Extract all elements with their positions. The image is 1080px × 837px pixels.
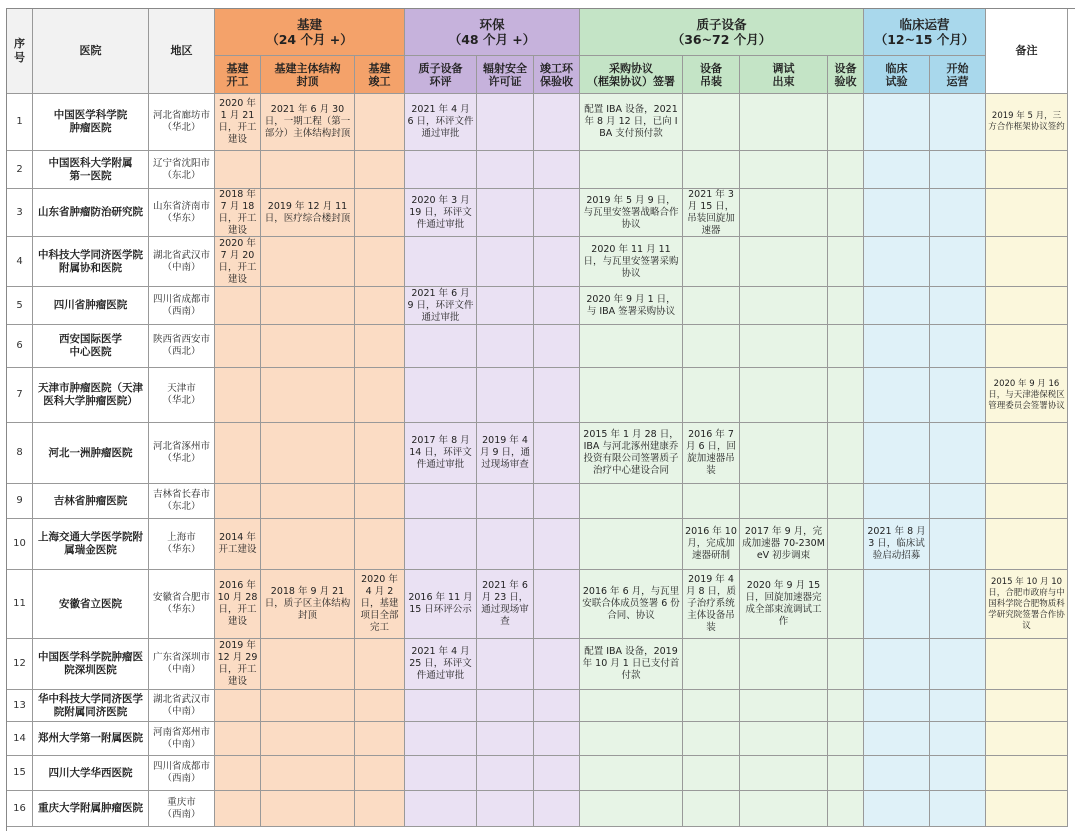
remark xyxy=(986,484,1068,519)
region: 四川省成都市 （西南） xyxy=(149,287,215,325)
cell-equipment-acceptance xyxy=(828,756,864,791)
region: 湖北省武汉市 （中南） xyxy=(149,237,215,287)
cell-start-operation xyxy=(930,484,986,519)
remark xyxy=(986,423,1068,484)
cell-env-acceptance xyxy=(534,756,580,791)
subheader-equipment-hoisting: 设备 吊装 xyxy=(683,56,740,94)
group-duration: （12~15 个月） xyxy=(874,32,975,47)
cell-env-acceptance xyxy=(534,237,580,287)
cell-beam-commissioning xyxy=(740,287,828,325)
cell-procurement: 2016 年 6 月，与瓦里安联合体成员签署 6 份合同、协议 xyxy=(580,570,683,639)
row-number: 6 xyxy=(7,325,33,368)
cell-clinical-trial xyxy=(864,484,930,519)
cell-construction-complete xyxy=(355,519,405,570)
cell-radiation-license xyxy=(477,237,534,287)
remark: 2019 年 5 月，三方合作框架协议签约 xyxy=(986,94,1068,151)
cell-structure-topping: 2021 年 6 月 30 日，一期工程（第一部分）主体结构封顶 xyxy=(261,94,355,151)
cell-equipment-hoisting xyxy=(683,722,740,756)
subheader-construction-start: 基建 开工 xyxy=(215,56,261,94)
cell-eia: 2021 年 6 月 9 日，环评文件通过审批 xyxy=(405,287,477,325)
header-no: 序号 xyxy=(7,9,33,94)
region: 广东省深圳市 （中南） xyxy=(149,639,215,690)
cell-env-acceptance xyxy=(534,570,580,639)
cell-procurement: 配置 IBA 设备，2021 年 8 月 12 日，已向 IBA 支付预付款 xyxy=(580,94,683,151)
cell-construction-start: 2019 年 12 月 29 日，开工建设 xyxy=(215,639,261,690)
region: 安徽省合肥市 （华东） xyxy=(149,570,215,639)
group-title: 环保 xyxy=(479,17,505,32)
cell-procurement xyxy=(580,519,683,570)
cell-beam-commissioning xyxy=(740,423,828,484)
cell-equipment-acceptance xyxy=(828,484,864,519)
group-duration: （48 个月 +） xyxy=(448,32,536,47)
cell-clinical-trial xyxy=(864,151,930,189)
row-number: 13 xyxy=(7,690,33,722)
cell-eia xyxy=(405,151,477,189)
cell-beam-commissioning xyxy=(740,94,828,151)
hospital-name: 中国医科大学附属 第一医院 xyxy=(33,151,149,189)
cell-construction-complete xyxy=(355,722,405,756)
cell-procurement xyxy=(580,722,683,756)
cell-construction-complete xyxy=(355,325,405,368)
row-number: 12 xyxy=(7,639,33,690)
hospital-name: 重庆大学附属肿瘤医院 xyxy=(33,791,149,827)
row-number: 8 xyxy=(7,423,33,484)
region: 辽宁省沈阳市 （东北） xyxy=(149,151,215,189)
region: 上海市 （华东） xyxy=(149,519,215,570)
cell-construction-complete xyxy=(355,94,405,151)
cell-equipment-acceptance xyxy=(828,690,864,722)
cell-eia xyxy=(405,791,477,827)
cell-eia xyxy=(405,722,477,756)
cell-construction-start: 2020 年 7 月 20 日，开工建设 xyxy=(215,237,261,287)
cell-env-acceptance xyxy=(534,368,580,423)
region: 陕西省西安市 （西北） xyxy=(149,325,215,368)
cell-construction-start xyxy=(215,484,261,519)
cell-structure-topping xyxy=(261,287,355,325)
cell-radiation-license xyxy=(477,151,534,189)
cell-equipment-acceptance xyxy=(828,287,864,325)
cell-construction-start xyxy=(215,151,261,189)
cell-start-operation xyxy=(930,519,986,570)
hospital-name: 天津市肿瘤医院（天津 医科大学肿瘤医院） xyxy=(33,368,149,423)
header-region: 地区 xyxy=(149,9,215,94)
cell-beam-commissioning xyxy=(740,189,828,237)
cell-construction-start xyxy=(215,423,261,484)
cell-equipment-acceptance xyxy=(828,151,864,189)
cell-construction-complete xyxy=(355,237,405,287)
cell-structure-topping xyxy=(261,639,355,690)
cell-beam-commissioning xyxy=(740,237,828,287)
cell-radiation-license xyxy=(477,287,534,325)
hospital-name: 华中科技大学同济医学 院附属同济医院 xyxy=(33,690,149,722)
cell-eia xyxy=(405,519,477,570)
row-number: 1 xyxy=(7,94,33,151)
subheader-beam-commissioning: 调试 出束 xyxy=(740,56,828,94)
header-group-proton-equipment xyxy=(580,9,864,56)
cell-clinical-trial xyxy=(864,791,930,827)
subheader-equipment-acceptance: 设备 验收 xyxy=(828,56,864,94)
cell-construction-start xyxy=(215,722,261,756)
cell-equipment-acceptance xyxy=(828,325,864,368)
cell-construction-complete xyxy=(355,756,405,791)
cell-structure-topping xyxy=(261,325,355,368)
cell-eia xyxy=(405,368,477,423)
cell-equipment-hoisting xyxy=(683,237,740,287)
row-number: 2 xyxy=(7,151,33,189)
cell-procurement: 2019 年 5 月 9 日，与瓦里安签署战略合作协议 xyxy=(580,189,683,237)
cell-equipment-acceptance xyxy=(828,519,864,570)
cell-procurement: 2020 年 11 月 11 日，与瓦里安签署采购协议 xyxy=(580,237,683,287)
cell-clinical-trial xyxy=(864,756,930,791)
cell-procurement xyxy=(580,368,683,423)
hospital-name: 中科技大学同济医学院 附属协和医院 xyxy=(33,237,149,287)
row-number: 7 xyxy=(7,368,33,423)
hospital-name: 山东省肿瘤防治研究院 xyxy=(33,189,149,237)
cell-equipment-hoisting: 2021 年 3 月 15 日，吊装回旋加速器 xyxy=(683,189,740,237)
group-title: 基建 xyxy=(296,17,322,32)
cell-construction-complete xyxy=(355,791,405,827)
cell-radiation-license xyxy=(477,519,534,570)
cell-equipment-hoisting xyxy=(683,791,740,827)
cell-clinical-trial xyxy=(864,570,930,639)
cell-equipment-hoisting xyxy=(683,151,740,189)
cell-radiation-license: 2019 年 4 月 9 日，通过现场审查 xyxy=(477,423,534,484)
cell-eia: 2016 年 11 月 15 日环评公示 xyxy=(405,570,477,639)
cell-clinical-trial xyxy=(864,94,930,151)
hospital-name: 吉林省肿瘤医院 xyxy=(33,484,149,519)
subheader-clinical-trial: 临床 试验 xyxy=(864,56,930,94)
remark xyxy=(986,690,1068,722)
cell-equipment-hoisting: 2016 年 7 月 6 日，回旋加速器吊装 xyxy=(683,423,740,484)
cell-radiation-license xyxy=(477,791,534,827)
cell-equipment-acceptance xyxy=(828,368,864,423)
cell-equipment-hoisting xyxy=(683,690,740,722)
cell-start-operation xyxy=(930,287,986,325)
remark xyxy=(986,287,1068,325)
cell-eia xyxy=(405,690,477,722)
cell-equipment-hoisting xyxy=(683,484,740,519)
cell-construction-start xyxy=(215,690,261,722)
cell-beam-commissioning xyxy=(740,484,828,519)
region: 河北省涿州市 （华北） xyxy=(149,423,215,484)
cell-construction-complete xyxy=(355,690,405,722)
cell-procurement: 2020 年 9 月 1 日，与 IBA 签署采购协议 xyxy=(580,287,683,325)
cell-radiation-license xyxy=(477,189,534,237)
cell-eia: 2021 年 4 月 25 日，环评文件通过审批 xyxy=(405,639,477,690)
cell-equipment-hoisting xyxy=(683,368,740,423)
cell-env-acceptance xyxy=(534,151,580,189)
cell-eia xyxy=(405,325,477,368)
cell-beam-commissioning xyxy=(740,722,828,756)
remark xyxy=(986,639,1068,690)
cell-start-operation xyxy=(930,791,986,827)
cell-start-operation xyxy=(930,325,986,368)
cell-start-operation xyxy=(930,690,986,722)
remark xyxy=(986,722,1068,756)
cell-structure-topping xyxy=(261,690,355,722)
cell-eia: 2017 年 8 月 14 日，环评文件通过审批 xyxy=(405,423,477,484)
header-remarks: 备注 xyxy=(986,9,1068,94)
cell-construction-complete xyxy=(355,639,405,690)
cell-beam-commissioning xyxy=(740,151,828,189)
cell-structure-topping xyxy=(261,237,355,287)
remark: 2020 年 9 月 16 日，与天津港保税区管理委员会签署协议 xyxy=(986,368,1068,423)
region: 河南省郑州市 （中南） xyxy=(149,722,215,756)
cell-env-acceptance xyxy=(534,325,580,368)
cell-construction-start xyxy=(215,325,261,368)
cell-start-operation xyxy=(930,189,986,237)
cell-construction-start xyxy=(215,791,261,827)
subheader-construction-complete: 基建 竣工 xyxy=(355,56,405,94)
subheader-env-acceptance: 竣工环 保验收 xyxy=(534,56,580,94)
cell-procurement xyxy=(580,756,683,791)
header-group-clinical xyxy=(864,9,986,56)
cell-radiation-license xyxy=(477,639,534,690)
cell-beam-commissioning xyxy=(740,639,828,690)
cell-equipment-hoisting xyxy=(683,756,740,791)
cell-start-operation xyxy=(930,639,986,690)
cell-env-acceptance xyxy=(534,639,580,690)
group-title: 质子设备 xyxy=(696,17,747,32)
cell-eia xyxy=(405,237,477,287)
region: 湖北省武汉市 （中南） xyxy=(149,690,215,722)
cell-clinical-trial xyxy=(864,639,930,690)
hospital-name: 安徽省立医院 xyxy=(33,570,149,639)
group-title: 临床运营 xyxy=(899,17,950,32)
cell-equipment-hoisting: 2016 年 10 月，完成加速器研制 xyxy=(683,519,740,570)
cell-construction-start: 2020 年 1 月 21 日，开工建设 xyxy=(215,94,261,151)
cell-structure-topping: 2018 年 9 月 21 日，质子区主体结构封顶 xyxy=(261,570,355,639)
cell-radiation-license xyxy=(477,94,534,151)
remark xyxy=(986,791,1068,827)
subheader-structure-topping: 基建主体结构 封顶 xyxy=(261,56,355,94)
cell-clinical-trial xyxy=(864,287,930,325)
cell-structure-topping xyxy=(261,423,355,484)
row-number: 4 xyxy=(7,237,33,287)
header-hospital: 医院 xyxy=(33,9,149,94)
hospital-name: 四川省肿瘤医院 xyxy=(33,287,149,325)
remark xyxy=(986,756,1068,791)
cell-env-acceptance xyxy=(534,189,580,237)
cell-structure-topping: 2019 年 12 月 11 日，医疗综合楼封顶 xyxy=(261,189,355,237)
cell-equipment-acceptance xyxy=(828,791,864,827)
cell-equipment-acceptance xyxy=(828,94,864,151)
cell-start-operation xyxy=(930,756,986,791)
cell-construction-complete xyxy=(355,423,405,484)
hospital-name: 河北一洲肿瘤医院 xyxy=(33,423,149,484)
group-duration: （24 个月 +） xyxy=(266,32,353,47)
region: 天津市 （华北） xyxy=(149,368,215,423)
cell-env-acceptance xyxy=(534,484,580,519)
cell-procurement: 配置 IBA 设备，2019 年 10 月 1 日已支付首付款 xyxy=(580,639,683,690)
cell-clinical-trial xyxy=(864,325,930,368)
row-number: 11 xyxy=(7,570,33,639)
cell-construction-complete xyxy=(355,189,405,237)
cell-construction-complete xyxy=(355,368,405,423)
hospital-name: 中国医学科学院 肿瘤医院 xyxy=(33,94,149,151)
cell-procurement xyxy=(580,791,683,827)
cell-construction-start: 2018 年 7 月 18 日，开工建设 xyxy=(215,189,261,237)
cell-clinical-trial xyxy=(864,368,930,423)
cell-radiation-license xyxy=(477,484,534,519)
row-number: 3 xyxy=(7,189,33,237)
remark xyxy=(986,151,1068,189)
cell-radiation-license xyxy=(477,722,534,756)
cell-construction-start: 2016 年 10 月 28 日，开工建设 xyxy=(215,570,261,639)
cell-beam-commissioning xyxy=(740,690,828,722)
cell-construction-complete xyxy=(355,151,405,189)
cell-radiation-license xyxy=(477,325,534,368)
region: 吉林省长春市 （东北） xyxy=(149,484,215,519)
cell-start-operation xyxy=(930,151,986,189)
remark xyxy=(986,237,1068,287)
cell-start-operation xyxy=(930,368,986,423)
cell-radiation-license: 2021 年 6 月 23 日，通过现场审查 xyxy=(477,570,534,639)
cell-construction-complete xyxy=(355,287,405,325)
cell-start-operation xyxy=(930,237,986,287)
subheader-eia: 质子设备 环评 xyxy=(405,56,477,94)
hospital-name: 上海交通大学医学院附 属瑞金医院 xyxy=(33,519,149,570)
cell-equipment-acceptance xyxy=(828,423,864,484)
cell-clinical-trial xyxy=(864,690,930,722)
cell-construction-start: 2014 年 开工建设 xyxy=(215,519,261,570)
cell-procurement xyxy=(580,484,683,519)
cell-construction-start xyxy=(215,368,261,423)
group-duration: （36~72 个月） xyxy=(671,32,772,47)
cell-env-acceptance xyxy=(534,519,580,570)
cell-equipment-acceptance xyxy=(828,189,864,237)
cell-structure-topping xyxy=(261,722,355,756)
cell-env-acceptance xyxy=(534,287,580,325)
cell-equipment-acceptance xyxy=(828,237,864,287)
cell-structure-topping xyxy=(261,484,355,519)
cell-start-operation xyxy=(930,570,986,639)
cell-radiation-license xyxy=(477,368,534,423)
cell-structure-topping xyxy=(261,519,355,570)
cell-start-operation xyxy=(930,722,986,756)
cell-structure-topping xyxy=(261,756,355,791)
cell-clinical-trial xyxy=(864,189,930,237)
cell-eia: 2020 年 3 月 19 日，环评文件通过审批 xyxy=(405,189,477,237)
cell-structure-topping xyxy=(261,791,355,827)
cell-clinical-trial xyxy=(864,423,930,484)
row-number: 10 xyxy=(7,519,33,570)
remark xyxy=(986,519,1068,570)
cell-equipment-acceptance xyxy=(828,570,864,639)
cell-equipment-hoisting xyxy=(683,94,740,151)
cell-equipment-acceptance xyxy=(828,639,864,690)
cell-procurement xyxy=(580,325,683,368)
cell-procurement xyxy=(580,690,683,722)
cell-structure-topping xyxy=(261,368,355,423)
region: 重庆市 （西南） xyxy=(149,791,215,827)
cell-env-acceptance xyxy=(534,791,580,827)
cell-beam-commissioning xyxy=(740,791,828,827)
hospital-name: 西安国际医学 中心医院 xyxy=(33,325,149,368)
cell-beam-commissioning: 2020 年 9 月 15 日，回旋加速器完成全部束流调试工作 xyxy=(740,570,828,639)
cell-clinical-trial xyxy=(864,237,930,287)
row-number: 16 xyxy=(7,791,33,827)
cell-eia: 2021 年 4 月 6 日，环评文件通过审批 xyxy=(405,94,477,151)
cell-radiation-license xyxy=(477,756,534,791)
cell-beam-commissioning xyxy=(740,368,828,423)
remark xyxy=(986,325,1068,368)
cell-start-operation xyxy=(930,423,986,484)
remark: 2015 年 10 月 10 日，合肥市政府与中国科学院合肥物质科学研究院签署合作协议 xyxy=(986,570,1068,639)
remark xyxy=(986,189,1068,237)
row-number: 9 xyxy=(7,484,33,519)
cell-construction-complete: 2020 年 4 月 2 日，基建项目全部完工 xyxy=(355,570,405,639)
cell-procurement: 2015 年 1 月 28 日，IBA 与河北涿州建康乔投资有限公司签署质子治疗中心建设合同 xyxy=(580,423,683,484)
cell-equipment-hoisting xyxy=(683,287,740,325)
cell-radiation-license xyxy=(477,690,534,722)
cell-eia xyxy=(405,484,477,519)
cell-construction-start xyxy=(215,287,261,325)
region: 四川省成都市 （西南） xyxy=(149,756,215,791)
proton-center-progress-table xyxy=(6,8,1075,831)
cell-construction-start xyxy=(215,756,261,791)
subheader-start-operation: 开始 运营 xyxy=(930,56,986,94)
region: 山东省济南市 （华东） xyxy=(149,189,215,237)
hospital-name: 中国医学科学院肿瘤医 院深圳医院 xyxy=(33,639,149,690)
region: 河北省廊坊市 （华北） xyxy=(149,94,215,151)
cell-beam-commissioning xyxy=(740,756,828,791)
cell-beam-commissioning xyxy=(740,325,828,368)
cell-equipment-hoisting xyxy=(683,639,740,690)
header-group-environment xyxy=(405,9,580,56)
hospital-name: 郑州大学第一附属医院 xyxy=(33,722,149,756)
cell-beam-commissioning: 2017 年 9 月，完成加速器 70-230MeV 初步调束 xyxy=(740,519,828,570)
header-group-construction xyxy=(215,9,405,56)
cell-env-acceptance xyxy=(534,690,580,722)
cell-env-acceptance xyxy=(534,423,580,484)
hospital-name: 四川大学华西医院 xyxy=(33,756,149,791)
subheader-radiation-license: 辐射安全 许可证 xyxy=(477,56,534,94)
cell-env-acceptance xyxy=(534,722,580,756)
row-number: 14 xyxy=(7,722,33,756)
cell-structure-topping xyxy=(261,151,355,189)
cell-procurement xyxy=(580,151,683,189)
row-number: 15 xyxy=(7,756,33,791)
cell-construction-complete xyxy=(355,484,405,519)
subheader-procurement: 采购协议 （框架协议）签署 xyxy=(580,56,683,94)
cell-equipment-acceptance xyxy=(828,722,864,756)
cell-equipment-hoisting: 2019 年 4 月 8 日，质子治疗系统主体设备吊装 xyxy=(683,570,740,639)
cell-clinical-trial xyxy=(864,722,930,756)
cell-equipment-hoisting xyxy=(683,325,740,368)
cell-eia xyxy=(405,756,477,791)
cell-start-operation xyxy=(930,94,986,151)
row-number: 5 xyxy=(7,287,33,325)
cell-env-acceptance xyxy=(534,94,580,151)
cell-clinical-trial: 2021 年 8 月 3 日，临床试验启动招募 xyxy=(864,519,930,570)
